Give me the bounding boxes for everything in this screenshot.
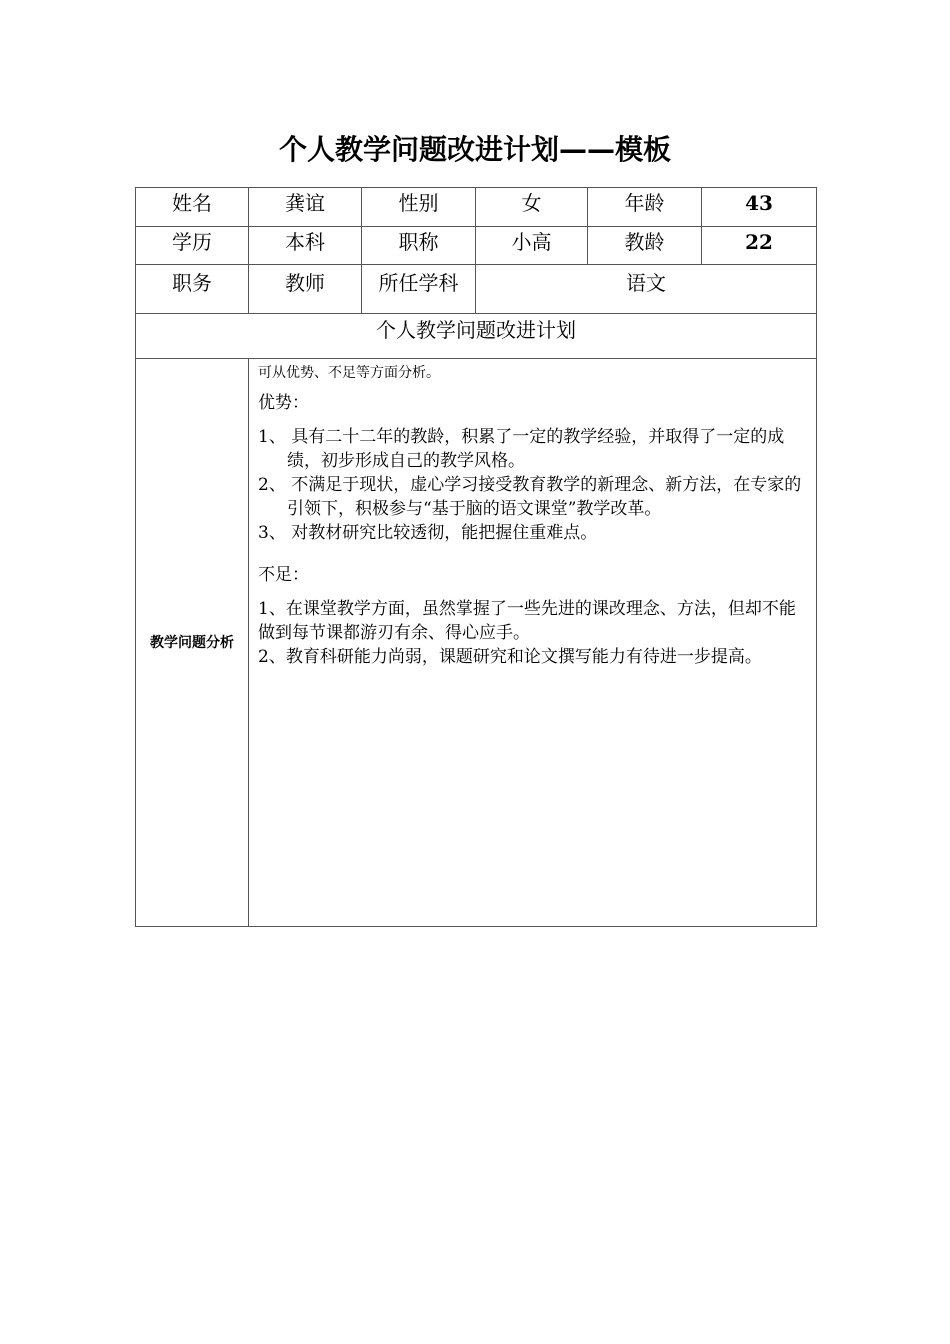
title-value-cell bbox=[476, 227, 588, 265]
gender-value: 女 bbox=[521, 191, 542, 215]
document-title: 个人教学问题改进计划——模板 bbox=[278, 133, 671, 166]
analysis-row bbox=[136, 359, 817, 927]
subject-value: 语文 bbox=[626, 271, 666, 295]
info-row-1 bbox=[136, 188, 817, 227]
info-row-3 bbox=[136, 265, 817, 314]
gender-value-cell bbox=[476, 188, 588, 227]
strength-item: 3、 对教材研究比较透彻，能把握住重难点。 bbox=[258, 523, 598, 543]
position-label: 职务 bbox=[172, 271, 212, 295]
plan-header: 个人教学问题改进计划 bbox=[136, 314, 817, 359]
strength-item: 2、 不满足于现状，虚心学习接受教育教学的新理念、新方法，在专家的引领下，积极参与“基于脑的语文课堂”教学改革。 bbox=[258, 475, 802, 519]
education-value: 本科 bbox=[285, 230, 325, 254]
weaknesses-heading: 不足： bbox=[258, 565, 309, 585]
teaching-years-label: 教龄 bbox=[624, 230, 665, 254]
position-label-cell bbox=[136, 265, 249, 314]
info-row-2 bbox=[136, 227, 817, 265]
strengths-heading: 优势： bbox=[258, 393, 309, 413]
subject-label-cell bbox=[362, 265, 476, 314]
teaching-years-value-cell bbox=[702, 227, 817, 265]
age-value: 43 bbox=[745, 191, 773, 215]
gender-label-cell bbox=[362, 188, 476, 227]
name-value-cell bbox=[249, 188, 362, 227]
education-value-cell bbox=[249, 227, 362, 265]
education-label-cell bbox=[136, 227, 249, 265]
name-label: 姓名 bbox=[172, 191, 212, 215]
teacher-info-table bbox=[135, 187, 817, 927]
weakness-item: 2、教育科研能力尚弱，课题研究和论文撰写能力有待进一步提高。 bbox=[258, 647, 762, 667]
subject-value-cell bbox=[476, 265, 817, 314]
weakness-item: 1、在课堂教学方面，虽然掌握了一些先进的课改理念、方法，但却不能做到每节课都游刃有余、得心应手。 bbox=[258, 599, 796, 643]
position-value-cell bbox=[249, 265, 362, 314]
analysis-label: 教学问题分析 bbox=[136, 359, 249, 927]
title-label-cell bbox=[362, 227, 476, 265]
analysis-content bbox=[249, 359, 817, 927]
gender-label: 性别 bbox=[398, 191, 439, 215]
education-label: 学历 bbox=[172, 230, 212, 254]
age-label-cell bbox=[588, 188, 702, 227]
name-label-cell bbox=[136, 188, 249, 227]
name-value: 龚谊 bbox=[285, 191, 325, 215]
subject-label: 所任学科 bbox=[378, 271, 459, 295]
plan-header-row bbox=[136, 314, 817, 359]
teaching-years-label-cell bbox=[588, 227, 702, 265]
strength-item: 1、 具有二十二年的教龄，积累了一定的教学经验，并取得了一定的成绩，初步形成自己的教学风格。 bbox=[258, 427, 785, 471]
position-value: 教师 bbox=[285, 271, 325, 295]
age-value-cell bbox=[702, 188, 817, 227]
teaching-years-value: 22 bbox=[745, 230, 773, 254]
professional-title-label: 职称 bbox=[398, 230, 439, 254]
age-label: 年龄 bbox=[624, 191, 665, 215]
analysis-hint: 可从优势、不足等方面分析。 bbox=[258, 365, 440, 381]
professional-title-value: 小高 bbox=[511, 230, 552, 254]
